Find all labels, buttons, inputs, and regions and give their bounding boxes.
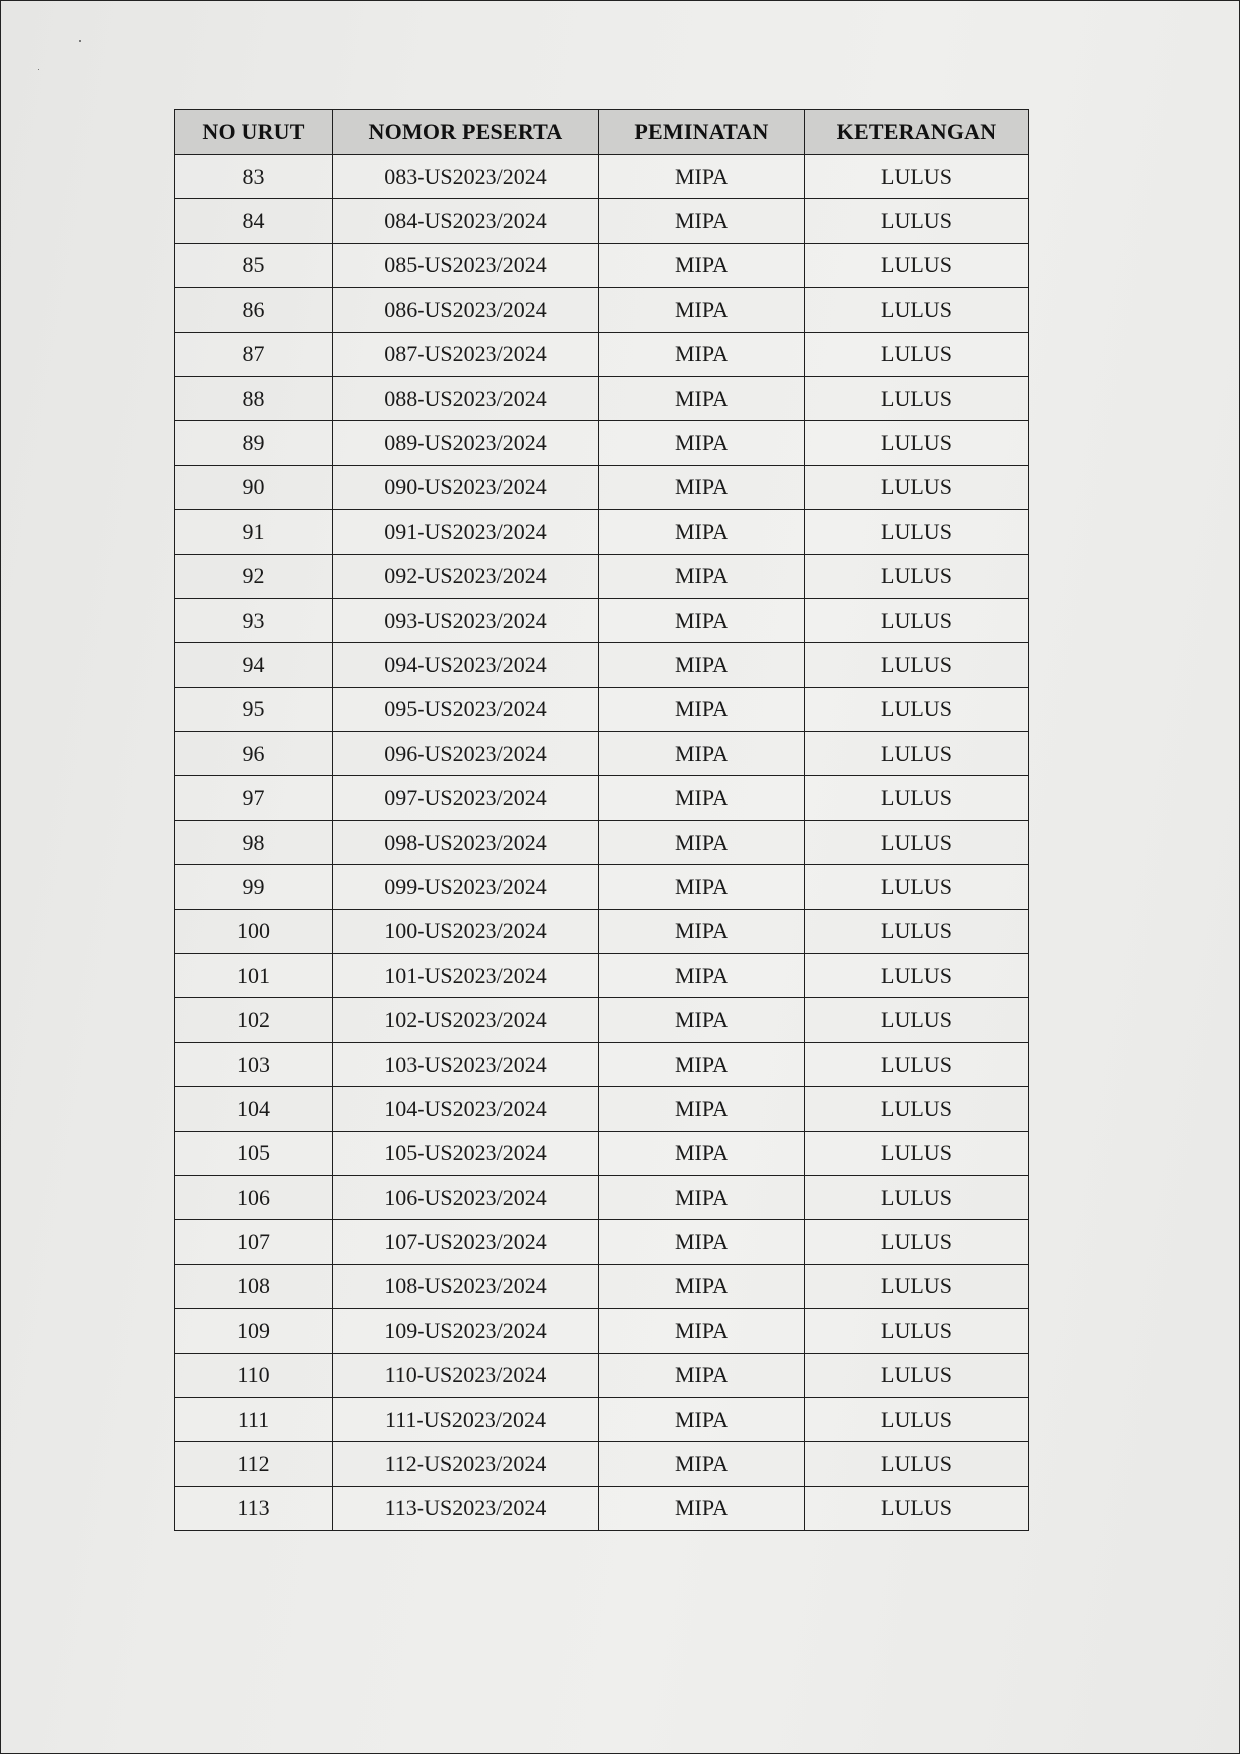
cell-keterangan: LULUS bbox=[805, 1486, 1029, 1530]
table-row bbox=[175, 1486, 1029, 1530]
cell-nomor-peserta: 112-US2023/2024 bbox=[333, 1442, 599, 1486]
table-row bbox=[175, 820, 1029, 864]
cell-keterangan: LULUS bbox=[805, 643, 1029, 687]
table-row bbox=[175, 1175, 1029, 1219]
cell-keterangan: LULUS bbox=[805, 1220, 1029, 1264]
cell-keterangan: LULUS bbox=[805, 243, 1029, 287]
table-row bbox=[175, 1309, 1029, 1353]
cell-keterangan: LULUS bbox=[805, 155, 1029, 199]
table-row bbox=[175, 732, 1029, 776]
table-row bbox=[175, 687, 1029, 731]
cell-nomor-peserta: 103-US2023/2024 bbox=[333, 1042, 599, 1086]
cell-nomor-peserta: 113-US2023/2024 bbox=[333, 1486, 599, 1530]
cell-no-urut: 101 bbox=[175, 954, 333, 998]
cell-no-urut: 98 bbox=[175, 820, 333, 864]
paper-speck bbox=[79, 40, 81, 42]
table-row bbox=[175, 1220, 1029, 1264]
cell-keterangan: LULUS bbox=[805, 465, 1029, 509]
cell-peminatan: MIPA bbox=[599, 1220, 805, 1264]
table-row bbox=[175, 1442, 1029, 1486]
table-row bbox=[175, 1264, 1029, 1308]
cell-nomor-peserta: 095-US2023/2024 bbox=[333, 687, 599, 731]
cell-keterangan: LULUS bbox=[805, 1042, 1029, 1086]
cell-keterangan: LULUS bbox=[805, 776, 1029, 820]
cell-nomor-peserta: 092-US2023/2024 bbox=[333, 554, 599, 598]
cell-nomor-peserta: 104-US2023/2024 bbox=[333, 1087, 599, 1131]
table-body bbox=[175, 155, 1029, 1531]
cell-peminatan: MIPA bbox=[599, 1264, 805, 1308]
cell-no-urut: 86 bbox=[175, 288, 333, 332]
table-row bbox=[175, 554, 1029, 598]
cell-nomor-peserta: 101-US2023/2024 bbox=[333, 954, 599, 998]
cell-nomor-peserta: 108-US2023/2024 bbox=[333, 1264, 599, 1308]
cell-peminatan: MIPA bbox=[599, 598, 805, 642]
cell-peminatan: MIPA bbox=[599, 687, 805, 731]
cell-nomor-peserta: 099-US2023/2024 bbox=[333, 865, 599, 909]
cell-peminatan: MIPA bbox=[599, 1175, 805, 1219]
cell-no-urut: 110 bbox=[175, 1353, 333, 1397]
cell-nomor-peserta: 086-US2023/2024 bbox=[333, 288, 599, 332]
cell-nomor-peserta: 084-US2023/2024 bbox=[333, 199, 599, 243]
header-no-urut: NO URUT bbox=[175, 110, 333, 155]
cell-peminatan: MIPA bbox=[599, 243, 805, 287]
cell-nomor-peserta: 091-US2023/2024 bbox=[333, 510, 599, 554]
table-row bbox=[175, 465, 1029, 509]
cell-nomor-peserta: 085-US2023/2024 bbox=[333, 243, 599, 287]
cell-nomor-peserta: 087-US2023/2024 bbox=[333, 332, 599, 376]
cell-nomor-peserta: 109-US2023/2024 bbox=[333, 1309, 599, 1353]
cell-peminatan: MIPA bbox=[599, 155, 805, 199]
cell-no-urut: 84 bbox=[175, 199, 333, 243]
header-peminatan: PEMINATAN bbox=[599, 110, 805, 155]
cell-no-urut: 105 bbox=[175, 1131, 333, 1175]
cell-nomor-peserta: 106-US2023/2024 bbox=[333, 1175, 599, 1219]
cell-peminatan: MIPA bbox=[599, 1309, 805, 1353]
cell-no-urut: 113 bbox=[175, 1486, 333, 1530]
cell-no-urut: 111 bbox=[175, 1397, 333, 1441]
cell-peminatan: MIPA bbox=[599, 954, 805, 998]
cell-peminatan: MIPA bbox=[599, 1353, 805, 1397]
cell-keterangan: LULUS bbox=[805, 421, 1029, 465]
cell-keterangan: LULUS bbox=[805, 1131, 1029, 1175]
cell-no-urut: 112 bbox=[175, 1442, 333, 1486]
cell-keterangan: LULUS bbox=[805, 998, 1029, 1042]
cell-peminatan: MIPA bbox=[599, 643, 805, 687]
cell-keterangan: LULUS bbox=[805, 1397, 1029, 1441]
cell-nomor-peserta: 090-US2023/2024 bbox=[333, 465, 599, 509]
cell-peminatan: MIPA bbox=[599, 1042, 805, 1086]
table-row bbox=[175, 1042, 1029, 1086]
cell-keterangan: LULUS bbox=[805, 199, 1029, 243]
cell-peminatan: MIPA bbox=[599, 288, 805, 332]
cell-keterangan: LULUS bbox=[805, 820, 1029, 864]
cell-keterangan: LULUS bbox=[805, 954, 1029, 998]
table-row bbox=[175, 155, 1029, 199]
header-nomor-peserta: NOMOR PESERTA bbox=[333, 110, 599, 155]
cell-peminatan: MIPA bbox=[599, 820, 805, 864]
cell-peminatan: MIPA bbox=[599, 1397, 805, 1441]
table-row bbox=[175, 1353, 1029, 1397]
cell-keterangan: LULUS bbox=[805, 510, 1029, 554]
header-keterangan: KETERANGAN bbox=[805, 110, 1029, 155]
cell-keterangan: LULUS bbox=[805, 865, 1029, 909]
table-row bbox=[175, 1131, 1029, 1175]
cell-nomor-peserta: 096-US2023/2024 bbox=[333, 732, 599, 776]
cell-no-urut: 100 bbox=[175, 909, 333, 953]
cell-peminatan: MIPA bbox=[599, 909, 805, 953]
table-row bbox=[175, 376, 1029, 420]
cell-nomor-peserta: 088-US2023/2024 bbox=[333, 376, 599, 420]
cell-keterangan: LULUS bbox=[805, 598, 1029, 642]
cell-no-urut: 104 bbox=[175, 1087, 333, 1131]
cell-no-urut: 89 bbox=[175, 421, 333, 465]
cell-nomor-peserta: 107-US2023/2024 bbox=[333, 1220, 599, 1264]
cell-peminatan: MIPA bbox=[599, 554, 805, 598]
results-table bbox=[174, 109, 1029, 1531]
cell-keterangan: LULUS bbox=[805, 1309, 1029, 1353]
cell-peminatan: MIPA bbox=[599, 510, 805, 554]
table-header-row bbox=[175, 110, 1029, 155]
cell-peminatan: MIPA bbox=[599, 1087, 805, 1131]
cell-no-urut: 99 bbox=[175, 865, 333, 909]
cell-keterangan: LULUS bbox=[805, 1175, 1029, 1219]
table-row bbox=[175, 288, 1029, 332]
cell-keterangan: LULUS bbox=[805, 376, 1029, 420]
cell-peminatan: MIPA bbox=[599, 199, 805, 243]
cell-keterangan: LULUS bbox=[805, 732, 1029, 776]
cell-no-urut: 102 bbox=[175, 998, 333, 1042]
cell-nomor-peserta: 089-US2023/2024 bbox=[333, 421, 599, 465]
table-row bbox=[175, 1087, 1029, 1131]
cell-no-urut: 88 bbox=[175, 376, 333, 420]
cell-no-urut: 96 bbox=[175, 732, 333, 776]
cell-peminatan: MIPA bbox=[599, 332, 805, 376]
table-row bbox=[175, 421, 1029, 465]
cell-keterangan: LULUS bbox=[805, 332, 1029, 376]
table-row bbox=[175, 909, 1029, 953]
cell-keterangan: LULUS bbox=[805, 1264, 1029, 1308]
cell-nomor-peserta: 093-US2023/2024 bbox=[333, 598, 599, 642]
cell-nomor-peserta: 097-US2023/2024 bbox=[333, 776, 599, 820]
cell-peminatan: MIPA bbox=[599, 465, 805, 509]
cell-no-urut: 85 bbox=[175, 243, 333, 287]
cell-keterangan: LULUS bbox=[805, 909, 1029, 953]
cell-no-urut: 93 bbox=[175, 598, 333, 642]
cell-peminatan: MIPA bbox=[599, 421, 805, 465]
paper-speck bbox=[38, 69, 39, 70]
cell-nomor-peserta: 111-US2023/2024 bbox=[333, 1397, 599, 1441]
table-row bbox=[175, 954, 1029, 998]
table-row bbox=[175, 776, 1029, 820]
cell-nomor-peserta: 094-US2023/2024 bbox=[333, 643, 599, 687]
cell-peminatan: MIPA bbox=[599, 776, 805, 820]
cell-no-urut: 109 bbox=[175, 1309, 333, 1353]
cell-nomor-peserta: 100-US2023/2024 bbox=[333, 909, 599, 953]
cell-peminatan: MIPA bbox=[599, 376, 805, 420]
cell-keterangan: LULUS bbox=[805, 687, 1029, 731]
table-row bbox=[175, 199, 1029, 243]
table-row bbox=[175, 332, 1029, 376]
cell-no-urut: 108 bbox=[175, 1264, 333, 1308]
cell-peminatan: MIPA bbox=[599, 1131, 805, 1175]
cell-no-urut: 83 bbox=[175, 155, 333, 199]
cell-keterangan: LULUS bbox=[805, 1353, 1029, 1397]
cell-keterangan: LULUS bbox=[805, 1442, 1029, 1486]
cell-keterangan: LULUS bbox=[805, 288, 1029, 332]
cell-nomor-peserta: 110-US2023/2024 bbox=[333, 1353, 599, 1397]
cell-peminatan: MIPA bbox=[599, 1486, 805, 1530]
table-row bbox=[175, 1397, 1029, 1441]
table-row bbox=[175, 510, 1029, 554]
cell-keterangan: LULUS bbox=[805, 554, 1029, 598]
cell-no-urut: 92 bbox=[175, 554, 333, 598]
cell-no-urut: 94 bbox=[175, 643, 333, 687]
table-row bbox=[175, 998, 1029, 1042]
cell-nomor-peserta: 098-US2023/2024 bbox=[333, 820, 599, 864]
table-row bbox=[175, 598, 1029, 642]
cell-no-urut: 90 bbox=[175, 465, 333, 509]
cell-peminatan: MIPA bbox=[599, 1442, 805, 1486]
table-row bbox=[175, 865, 1029, 909]
cell-nomor-peserta: 102-US2023/2024 bbox=[333, 998, 599, 1042]
cell-no-urut: 107 bbox=[175, 1220, 333, 1264]
cell-peminatan: MIPA bbox=[599, 865, 805, 909]
cell-no-urut: 103 bbox=[175, 1042, 333, 1086]
table-row bbox=[175, 643, 1029, 687]
cell-keterangan: LULUS bbox=[805, 1087, 1029, 1131]
cell-no-urut: 87 bbox=[175, 332, 333, 376]
cell-no-urut: 97 bbox=[175, 776, 333, 820]
cell-nomor-peserta: 105-US2023/2024 bbox=[333, 1131, 599, 1175]
cell-no-urut: 91 bbox=[175, 510, 333, 554]
table-row bbox=[175, 243, 1029, 287]
cell-no-urut: 106 bbox=[175, 1175, 333, 1219]
cell-nomor-peserta: 083-US2023/2024 bbox=[333, 155, 599, 199]
cell-peminatan: MIPA bbox=[599, 732, 805, 776]
cell-peminatan: MIPA bbox=[599, 998, 805, 1042]
cell-no-urut: 95 bbox=[175, 687, 333, 731]
